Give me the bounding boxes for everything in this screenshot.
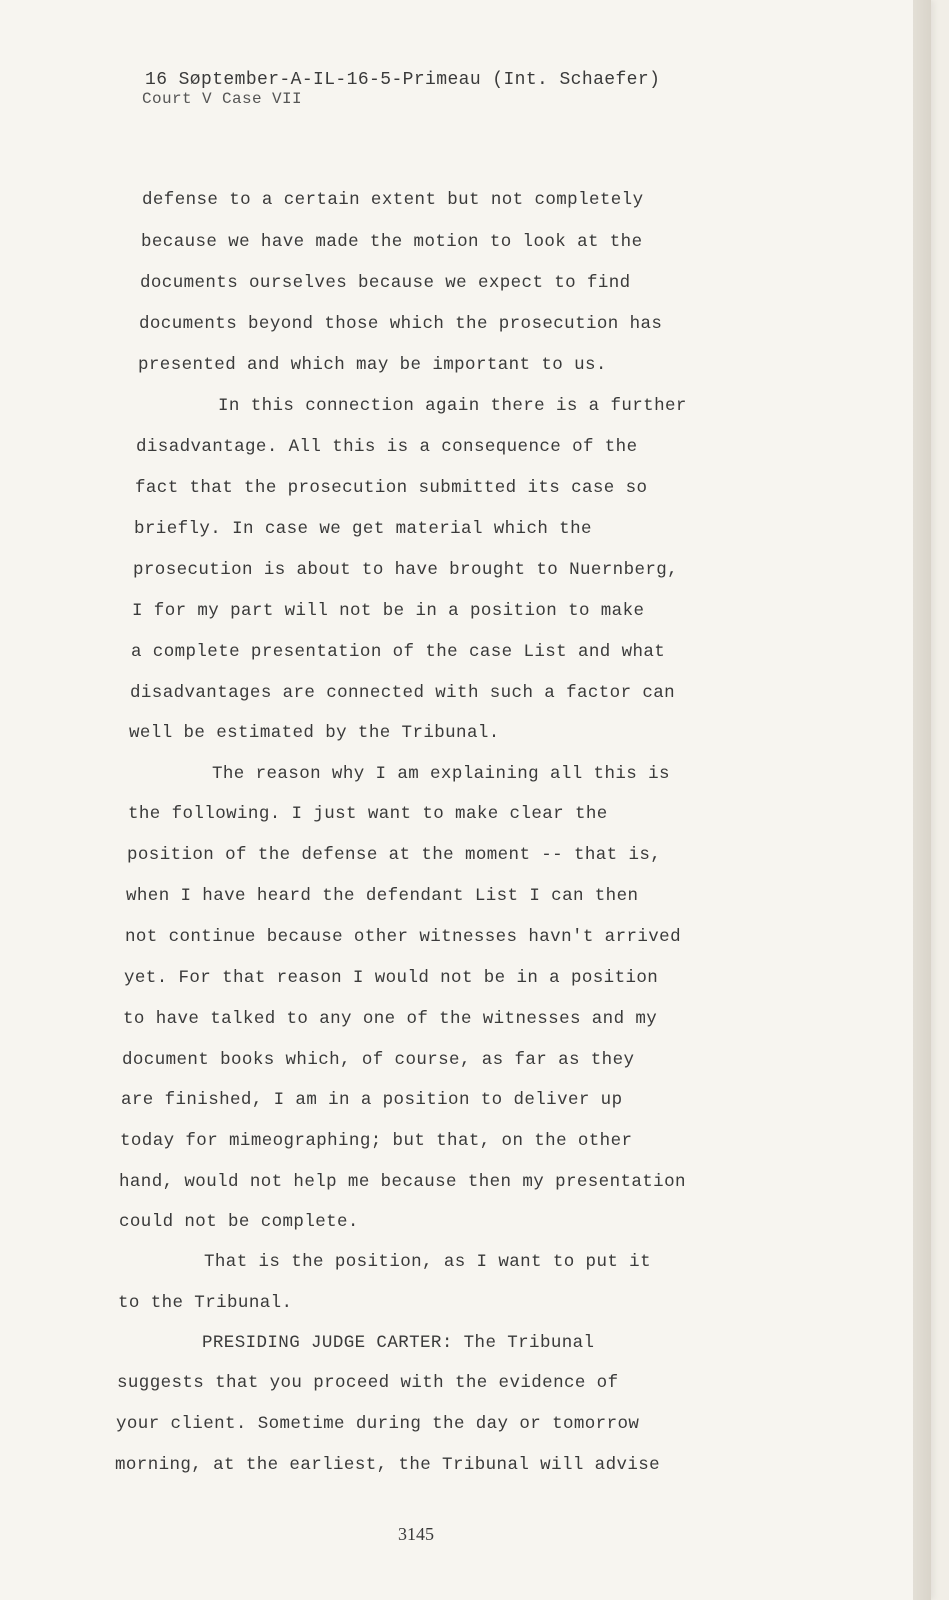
- body-line: That is the position, as I want to put it: [204, 1252, 651, 1272]
- body-line: well be estimated by the Tribunal.: [129, 723, 500, 743]
- body-line: are finished, I am in a position to deliver up: [121, 1090, 623, 1110]
- body-line: when I have heard the defendant List I can then: [126, 886, 639, 906]
- body-line: disadvantage. All this is a consequence of the: [136, 437, 638, 457]
- header-line-2: Court V Case VII: [142, 90, 303, 108]
- body-line: to the Tribunal.: [118, 1293, 293, 1313]
- body-line: documents ourselves because we expect to find: [140, 273, 631, 293]
- page-edge: [913, 0, 931, 1600]
- body-line: briefly. In case we get material which the: [134, 519, 592, 539]
- body-line: a complete presentation of the case List and what: [131, 642, 666, 662]
- body-line: your client. Sometime during the day or tomorrow: [116, 1414, 640, 1434]
- body-line: presented and which may be important to us.: [138, 355, 607, 375]
- body-line: I for my part will not be in a position to make: [132, 601, 645, 621]
- body-line: to have talked to any one of the witnesses and my: [123, 1009, 658, 1029]
- body-line: the following. I just want to make clear the: [128, 804, 608, 824]
- body-line: position of the defense at the moment -- that is,: [127, 845, 662, 865]
- body-line: could not be complete.: [119, 1212, 359, 1232]
- body-line: defense to a certain extent but not completely: [142, 190, 644, 210]
- body-line: not continue because other witnesses havn't arrived: [125, 927, 681, 947]
- body-line: because we have made the motion to look at the: [141, 232, 643, 252]
- body-line: fact that the prosecution submitted its case so: [135, 478, 648, 498]
- body-line: prosecution is about to have brought to Nuernberg,: [133, 560, 679, 580]
- body-line: PRESIDING JUDGE CARTER: The Tribunal: [202, 1333, 595, 1353]
- body-line: yet. For that reason I would not be in a position: [124, 968, 659, 988]
- body-line: morning, at the earliest, the Tribunal will advise: [115, 1455, 661, 1475]
- body-line: documents beyond those which the prosecution has: [139, 314, 663, 334]
- page-number: 3145: [398, 1524, 434, 1544]
- body-line: In this connection again there is a further: [218, 396, 687, 416]
- header-line-1: 16 Søptember-A-IL-16-5-Primeau (Int. Schaefer): [145, 70, 661, 90]
- body-line: The reason why I am explaining all this is: [212, 764, 670, 784]
- body-line: hand, would not help me because then my presentation: [119, 1172, 686, 1192]
- body-line: suggests that you proceed with the evidence of: [117, 1373, 619, 1393]
- body-line: today for mimeographing; but that, on the other: [120, 1131, 633, 1151]
- body-line: disadvantages are connected with such a factor can: [130, 683, 676, 703]
- body-line: document books which, of course, as far as they: [122, 1050, 635, 1070]
